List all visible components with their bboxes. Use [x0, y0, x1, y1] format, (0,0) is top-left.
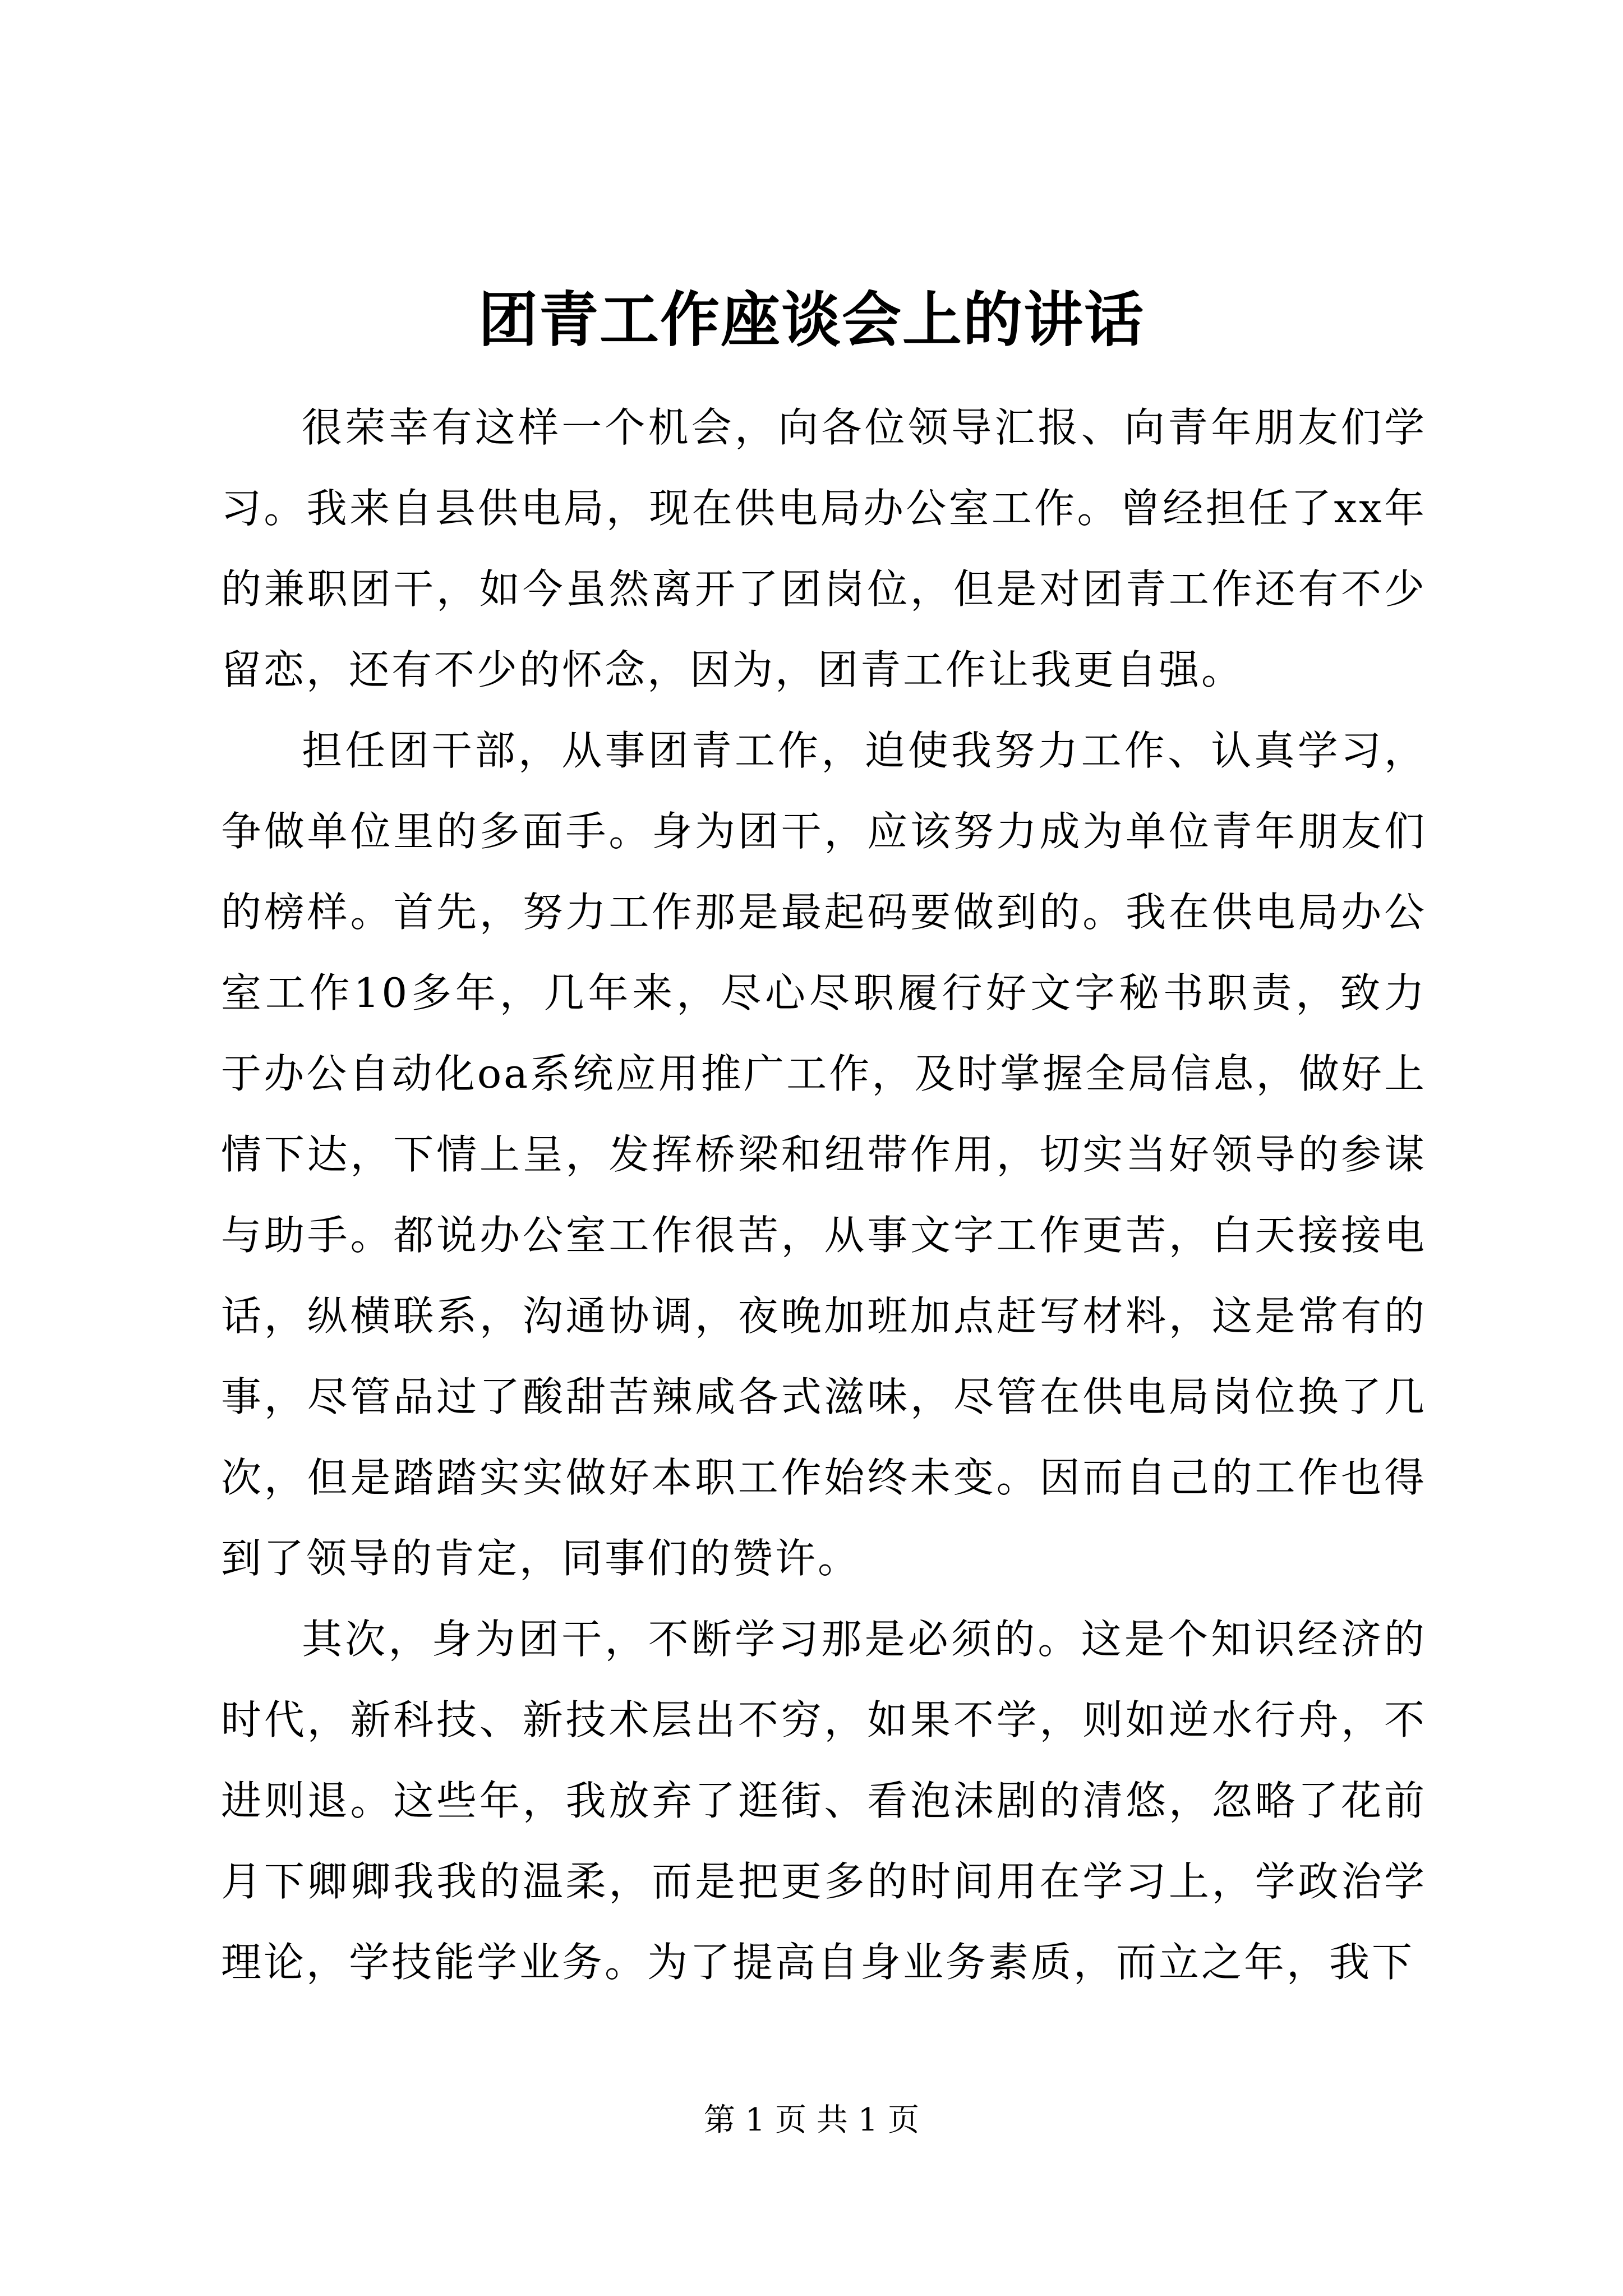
page-number-footer: 第 1 页 共 1 页 [703, 2102, 920, 2138]
paragraph: 很荣幸有这样一个机会，向各位领导汇报、向青年朋友们学习。我来自县供电局，现在供电局办公室工作。曾经担任了xx年的兼职团干，如今虽然离开了团岗位，但是对团青工作还有不少留恋，还有不少的怀念，因为，团青工作让我更自强。 [221, 404, 1427, 693]
document-body [221, 387, 1427, 2003]
document-title: 团青工作座谈会上的讲话 [478, 284, 1145, 355]
paragraph: 其次，身为团干，不断学习那是必须的。这是个知识经济的时代，新科技、新技术层出不穷，如果不学，则如逆水行舟，不进则退。这些年，我放弃了逛街、看泡沫剧的清悠，忽略了花前月下卿卿我我的温柔，而是把更多的时间用在学习上，学政治学理论，学技能学业务。为了提高自身业务素质，而立之年，我下 [221, 1616, 1427, 1986]
paragraph: 担任团干部，从事团青工作，迫使我努力工作、认真学习，争做单位里的多面手。身为团干，应该努力成为单位青年朋友们的榜样。首先，努力工作那是最起码要做到的。我在供电局办公室工作10多年，几年来，尽心尽职履行好文字秘书职责，致力于办公自动化oa系统应用推广工作，及时掌握全局信息，做好上情下达，下情上呈，发挥桥梁和纽带作用，切实当好领导的参谋与助手。都说办公室工作很苦，从事文字工作更苦，白天接接电话，纵横联系，沟通协调，夜晚加班加点赶写材料，这是常有的事，尽管品过了酸甜苦辣咸各式滋味，尽管在供电局岗位换了几次，但是踏踏实实做好本职工作始终未变。因而自己的工作也得到了领导的肯定，同事们的赞许。 [221, 727, 1427, 1582]
